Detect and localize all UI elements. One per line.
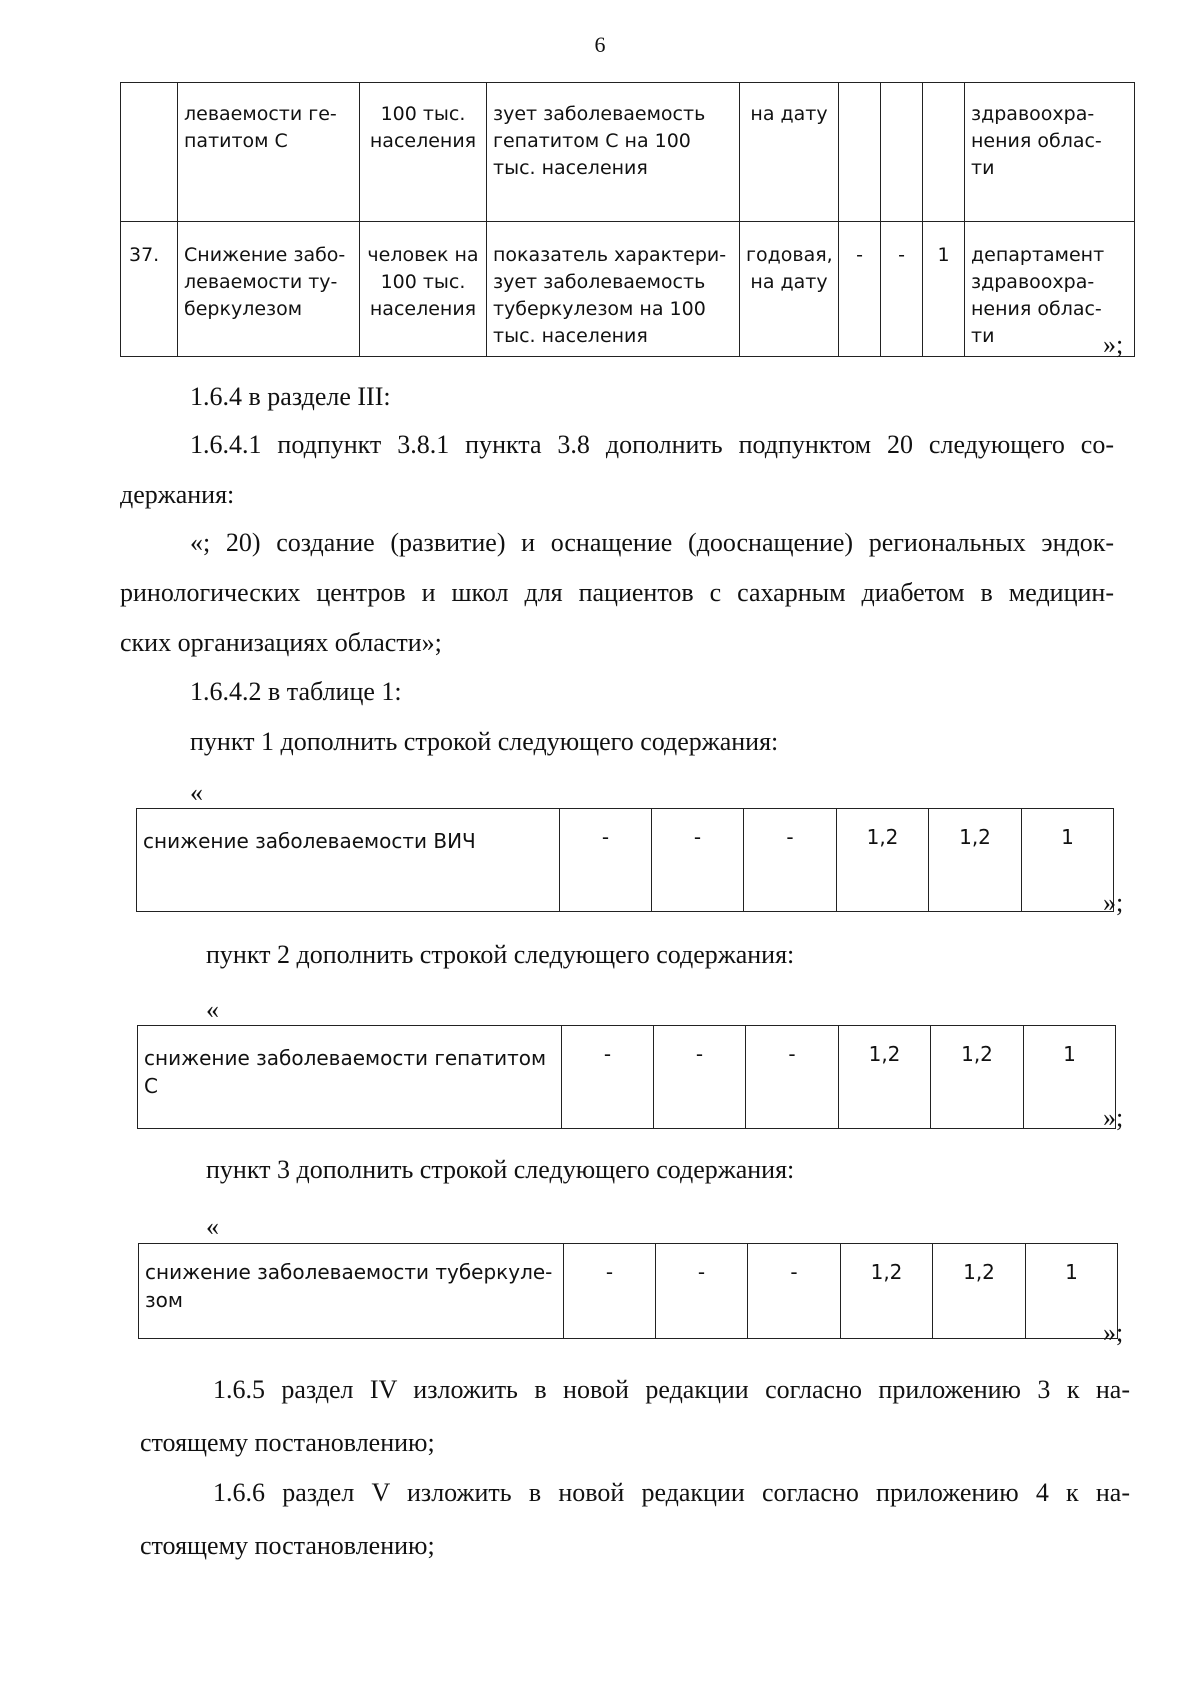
add-table-tuberculosis	[138, 1243, 1118, 1339]
paragraph-1-6-4-1-line2: держания:	[120, 480, 235, 509]
value-cell: -	[881, 222, 923, 357]
table-row	[139, 1244, 1118, 1339]
row-label: снижение заболеваемости ВИЧ	[137, 809, 560, 912]
row-number	[121, 83, 178, 222]
row-label: снижение заболеваемости туберкуле- зом	[139, 1244, 564, 1339]
value-cell: 1	[1024, 1026, 1116, 1129]
value-cell: 1,2	[837, 809, 929, 912]
paragraph-item-3: пункт 3 дополнить строкой следующего содержания:	[206, 1155, 795, 1184]
periodicity-cell: годовая, на дату	[740, 222, 839, 357]
value-cell	[881, 83, 923, 222]
open-quote: «	[206, 1212, 219, 1241]
open-quote: «	[206, 995, 219, 1024]
quote-paragraph-line3: ских организациях области»;	[120, 628, 442, 657]
closing-quote: »;	[1103, 1103, 1124, 1132]
indicator-name: Снижение забо- леваемости ту- беркулезом	[178, 222, 360, 357]
quote-paragraph-line1: «; 20) создание (развитие) и оснащение (дооснащение) региональных эндок-	[190, 528, 1114, 557]
value-cell: -	[746, 1026, 839, 1129]
add-table-hiv	[136, 808, 1114, 912]
value-cell: 1	[923, 222, 965, 357]
unit-cell: человек на 100 тыс. населения	[360, 222, 487, 357]
paragraph-item-2: пункт 2 дополнить строкой следующего содержания:	[206, 940, 795, 969]
value-cell: -	[564, 1244, 656, 1339]
value-cell: 1,2	[839, 1026, 931, 1129]
value-cell: 1	[1022, 809, 1114, 912]
value-cell: 1,2	[841, 1244, 933, 1339]
row-number: 37.	[121, 222, 178, 357]
paragraph-1-6-4: 1.6.4 в разделе III:	[190, 382, 391, 411]
paragraph-1-6-5-line2: стоящему постановлению;	[140, 1428, 435, 1457]
value-cell: -	[839, 222, 881, 357]
table-row	[121, 222, 1135, 357]
value-cell: -	[744, 809, 837, 912]
value-cell: -	[560, 809, 652, 912]
value-cell: 1,2	[929, 809, 1022, 912]
value-cell: 1,2	[931, 1026, 1024, 1129]
table-row	[138, 1026, 1116, 1129]
open-quote: «	[190, 778, 203, 807]
closing-quote: »;	[1103, 330, 1124, 359]
quote-paragraph-line2: ринологических центров и школ для пациентов с сахарным диабетом в медицин-	[120, 578, 1114, 607]
closing-quote: »;	[1103, 1318, 1124, 1347]
value-cell: -	[654, 1026, 746, 1129]
unit-cell: 100 тыс. населения	[360, 83, 487, 222]
value-cell: 1,2	[933, 1244, 1026, 1339]
table-row	[121, 83, 1135, 222]
paragraph-1-6-5-line1: 1.6.5 раздел IV изложить в новой редакции согласно приложению 3 к на-	[213, 1375, 1130, 1404]
closing-quote: »;	[1103, 888, 1124, 917]
value-cell	[923, 83, 965, 222]
value-cell: -	[562, 1026, 654, 1129]
description-cell: показатель характери- зует заболеваемость туберкулезом на 100 тыс. населения	[487, 222, 740, 357]
value-cell: -	[656, 1244, 748, 1339]
paragraph-1-6-4-2: 1.6.4.2 в таблице 1:	[190, 677, 402, 706]
value-cell	[839, 83, 881, 222]
indicator-name: леваемости ге- патитом С	[178, 83, 360, 222]
value-cell: 1	[1026, 1244, 1118, 1339]
paragraph-1-6-6-line2: стоящему постановлению;	[140, 1531, 435, 1560]
page-number: 6	[594, 32, 606, 57]
responsible-cell: департамент здравоохра- нения облас- ти	[965, 222, 1135, 357]
periodicity-cell: на дату	[740, 83, 839, 222]
paragraph-1-6-6-line1: 1.6.6 раздел V изложить в новой редакции согласно приложению 4 к на-	[213, 1478, 1130, 1507]
paragraph-item-1: пункт 1 дополнить строкой следующего содержания:	[190, 727, 779, 756]
paragraph-1-6-4-1-line1: 1.6.4.1 подпункт 3.8.1 пункта 3.8 дополнить подпунктом 20 следующего со-	[190, 430, 1114, 459]
value-cell: -	[652, 809, 744, 912]
indicator-table	[120, 82, 1135, 357]
table-row	[137, 809, 1114, 912]
add-table-hepatitis-c	[137, 1025, 1116, 1129]
row-label: снижение заболеваемости гепатитом С	[138, 1026, 562, 1129]
value-cell: -	[748, 1244, 841, 1339]
description-cell: зует заболеваемость гепатитом С на 100 тыс. населения	[487, 83, 740, 222]
responsible-cell: здравоохра- нения облас- ти	[965, 83, 1135, 222]
